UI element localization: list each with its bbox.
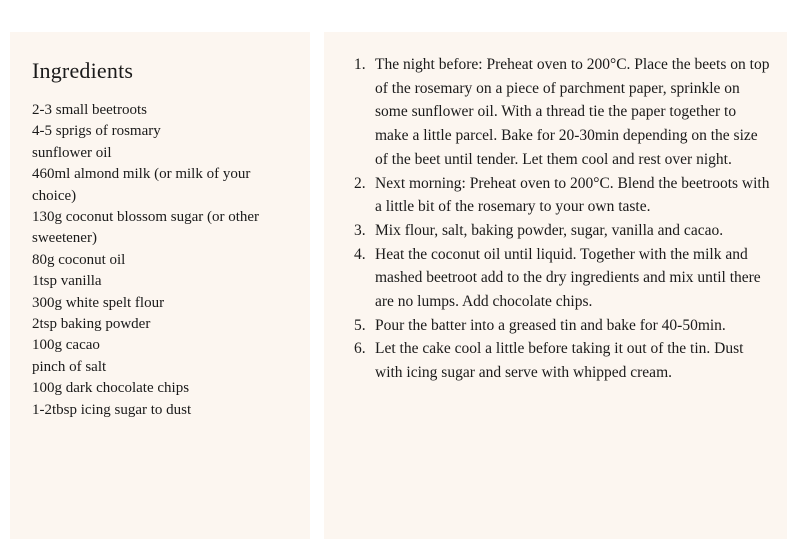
- step-text: Let the cake cool a little before taking it out of the tin. Dust with icing sugar and serve with whipped cream.: [375, 340, 744, 382]
- method-step: [350, 53, 777, 172]
- ingredient-item: sunflower oil: [32, 144, 112, 161]
- ingredients-card: [10, 32, 310, 539]
- ingredient-item: 130g coconut blossom sugar (or other sweetener): [32, 209, 260, 247]
- step-text: Heat the coconut oil until liquid. Together with the milk and mashed beetroot add to the dry ingredients and mix until there are no lumps. Add chocolate chips.: [375, 245, 761, 311]
- ingredient-item: 460ml almond milk (or milk of your choice): [32, 166, 251, 204]
- step-text: The night before: Preheat oven to 200°C. Place the beets on top of the rosemary on a piece of parchment paper, sprinkle on some sunflower oil. With a thread tie the paper together to make a little parcel. Bake for 20-30min depending on the size of the beet until tender. Let them cool and rest over night.: [375, 56, 770, 168]
- ingredients-list: [32, 100, 290, 421]
- ingredient-item: pinch of salt: [32, 358, 107, 375]
- step-number: 2.: [354, 174, 366, 192]
- method-card: [324, 32, 787, 539]
- step-number: 6.: [354, 340, 366, 358]
- step-number: 5.: [354, 316, 366, 334]
- ingredient-item: 100g cacao: [32, 337, 100, 354]
- step-number: 1.: [354, 56, 366, 73]
- method-step: [350, 219, 777, 243]
- method-steps-list: [350, 53, 777, 385]
- ingredient-item: 2-3 small beetroots: [32, 102, 147, 118]
- method-step: [350, 314, 777, 338]
- step-number: 4.: [354, 245, 366, 263]
- method-step: [350, 337, 777, 384]
- ingredient-item: 1tsp vanilla: [32, 273, 102, 290]
- step-text: Mix flour, salt, baking powder, sugar, vanilla and cacao.: [375, 221, 724, 239]
- ingredient-item: 4-5 sprigs of rosmary: [32, 123, 161, 140]
- ingredient-item: 1-2tbsp icing sugar to dust: [32, 401, 192, 418]
- step-text: Next morning: Preheat oven to 200°C. Blend the beetroots with a little bit of the rosemary to your own taste.: [375, 174, 770, 216]
- ingredients-heading: Ingredients: [32, 58, 134, 83]
- step-number: 3.: [354, 221, 366, 239]
- ingredient-item: 2tsp baking powder: [32, 316, 151, 333]
- ingredient-item: 100g dark chocolate chips: [32, 380, 190, 397]
- ingredient-item: 300g white spelt flour: [32, 294, 165, 311]
- step-text: Pour the batter into a greased tin and bake for 40-50min.: [375, 316, 726, 334]
- method-step: [350, 243, 777, 314]
- ingredient-item: 80g coconut oil: [32, 251, 126, 268]
- method-step: [350, 172, 777, 219]
